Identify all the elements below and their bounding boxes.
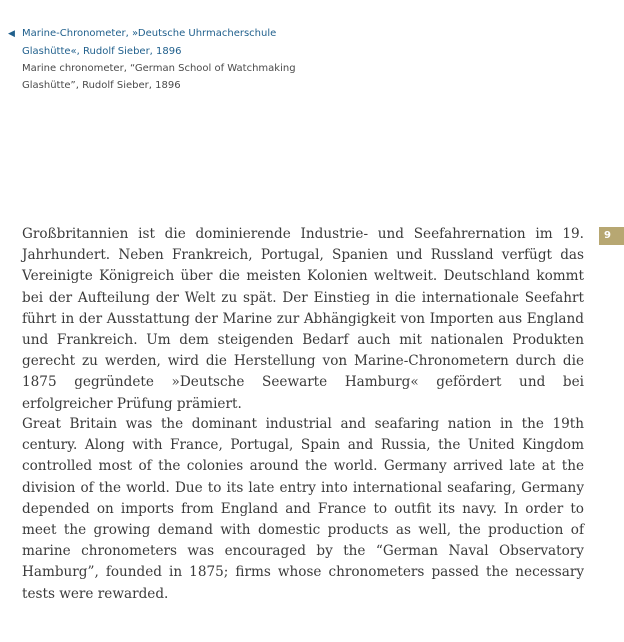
- caption-pointer-icon: ◀: [8, 29, 15, 39]
- caption-german-line-2: Glashütte«, Rudolf Sieber, 1896: [22, 46, 182, 57]
- body-paragraph-german: Großbritannien ist die dominierende Industrie- und Seefahrernation im 19. Jahrhundert. Neben Frankreich, Portugal, Spanien und Russland verfügt das Vereinigte Königreich über die meisten Kolonien weltweit. Deutschland kommt bei der Aufteilung der Welt zu spät. Der Einstieg in die internationale Seefahrt führt in der Ausstattung der Marine zur Abhängigkeit von Importen aus England und Frankreich. Um dem steigenden Bedarf auch mit nationalen Produkten gerecht zu werden, wird die Herstellung von Marine-Chronometern durch die 1875 gegründete »Deutsche Seewarte Hamburg« gefördert und bei erfolgreicher Prüfung prämiert.: [22, 226, 584, 412]
- page-number-badge: 9: [599, 227, 624, 245]
- caption-german-line-1: Marine-Chronometer, »Deutsche Uhrmacherschule: [22, 28, 277, 39]
- caption-de-row-1: [8, 25, 308, 43]
- image-caption: [8, 25, 308, 94]
- caption-english-line-1: Marine chronometer, “German School of Watchmaking: [22, 63, 296, 74]
- caption-english-line-2: Glashütte”, Rudolf Sieber, 1896: [22, 80, 181, 91]
- body-paragraph-english: Great Britain was the dominant industrial and seafaring nation in the 19th century. Along with France, Portugal, Spain and Russia, the United Kingdom controlled most of the colonies around the world. Germany arrived late at the division of the world. Due to its late entry into international seafaring, Germany depended on imports from England and France to outfit its navy. In order to meet the growing demand with domestic products as well, the production of marine chronometers was encouraged by the “German Naval Observatory Hamburg”, founded in 1875; firms whose chronometers passed the necessary tests were rewarded.: [22, 416, 584, 602]
